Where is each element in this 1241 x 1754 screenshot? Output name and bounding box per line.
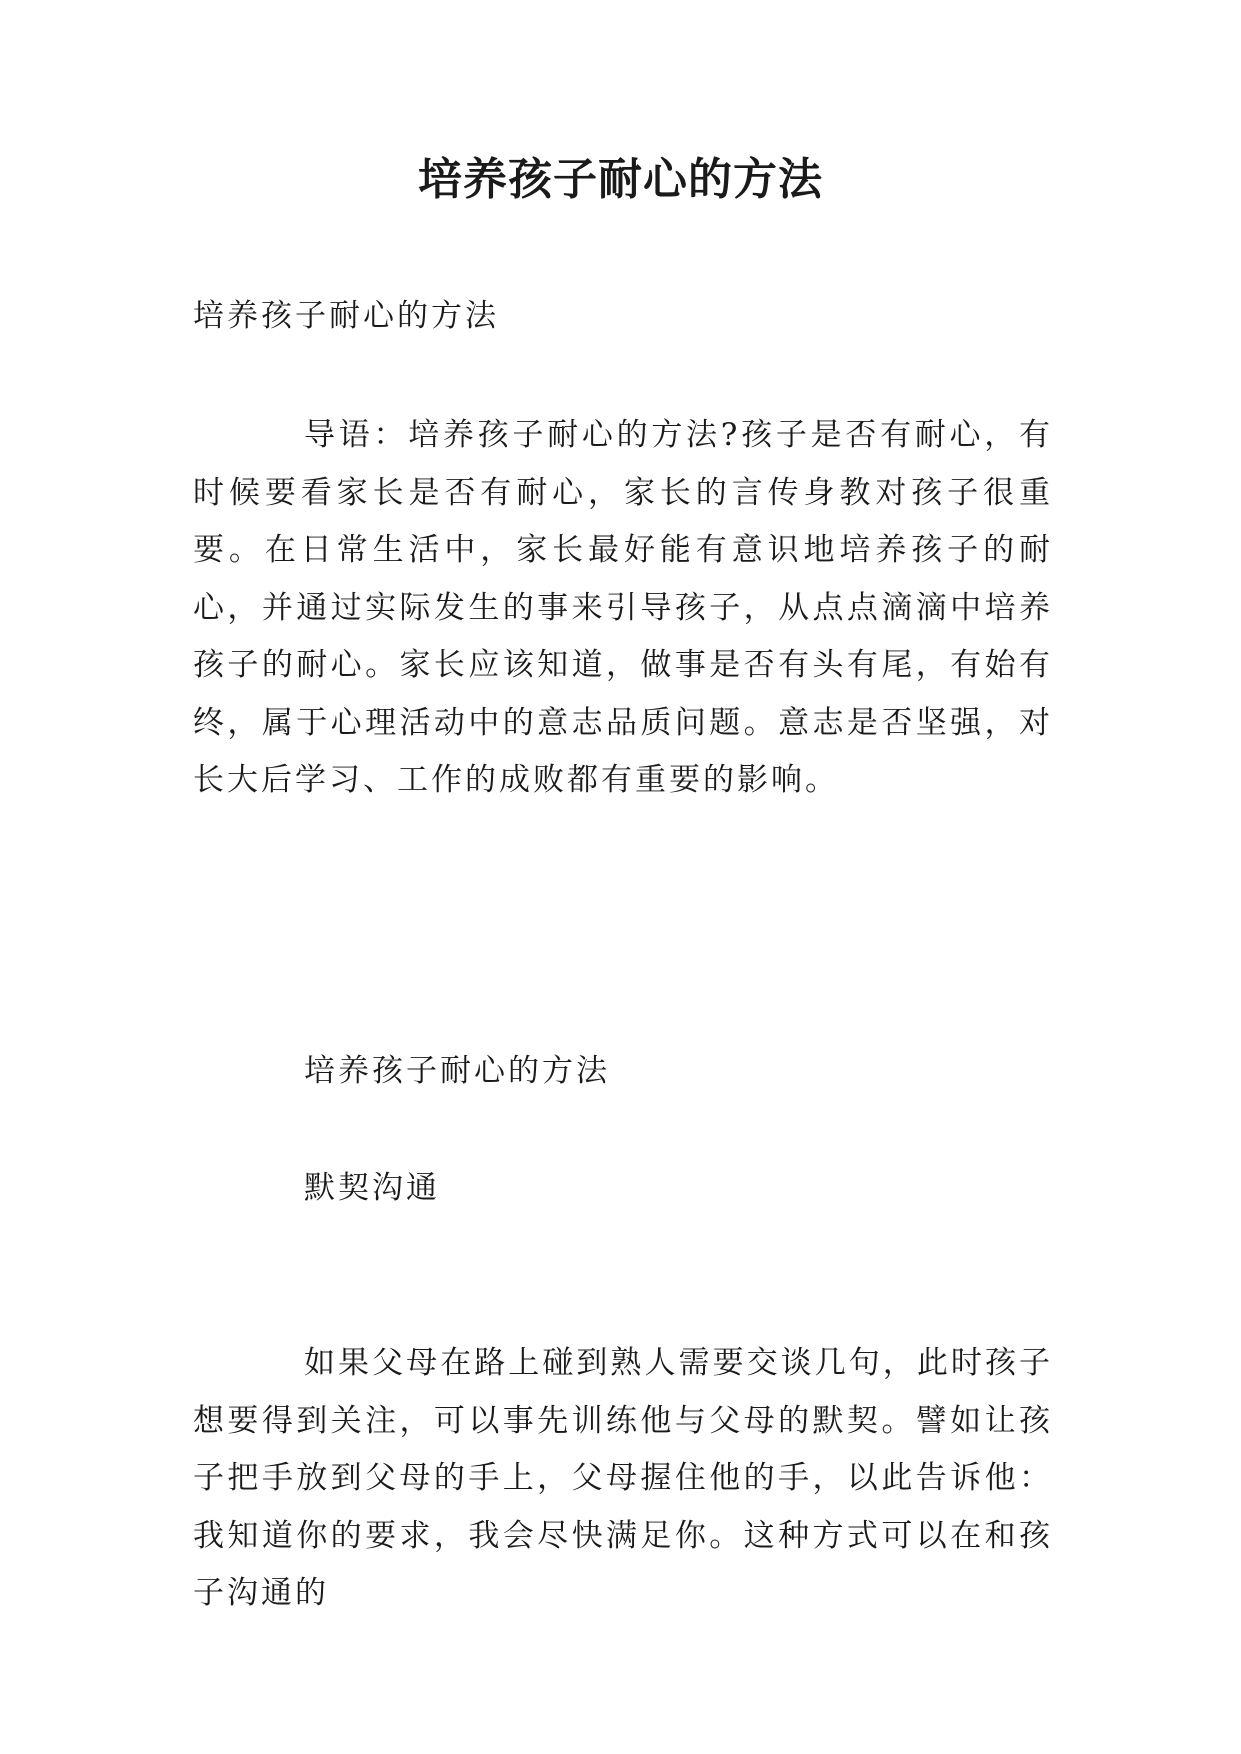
section-heading: 培养孩子耐心的方法: [304, 1053, 610, 1089]
body-paragraph: 如果父母在路上碰到熟人需要交谈几句，此时孩子想要得到关注，可以事先训练他与父母的默契。譬如让孩子把手放到父母的手上，父母握住他的手，以此告诉他：我知道你的要求，我会尽快满足你。这种方式可以在和孩子沟通的: [193, 1345, 1053, 1611]
intro-paragraph: 导语：培养孩子耐心的方法?孩子是否有耐心，有时候要看家长是否有耐心，家长的言传身教对孩子很重要。在日常生活中，家长最好能有意识地培养孩子的耐心，并通过实际发生的事来引导孩子，从点点滴滴中培养孩子的耐心。家长应该知道，做事是否有头有尾，有始有终，属于心理活动中的意志品质问题。意志是否坚强，对长大后学习、工作的成败都有重要的影响。: [193, 417, 1053, 798]
section-subheading: 默契沟通: [304, 1170, 440, 1206]
document-subtitle: 培养孩子耐心的方法: [193, 298, 499, 334]
document-title: 培养孩子耐心的方法: [418, 154, 823, 205]
